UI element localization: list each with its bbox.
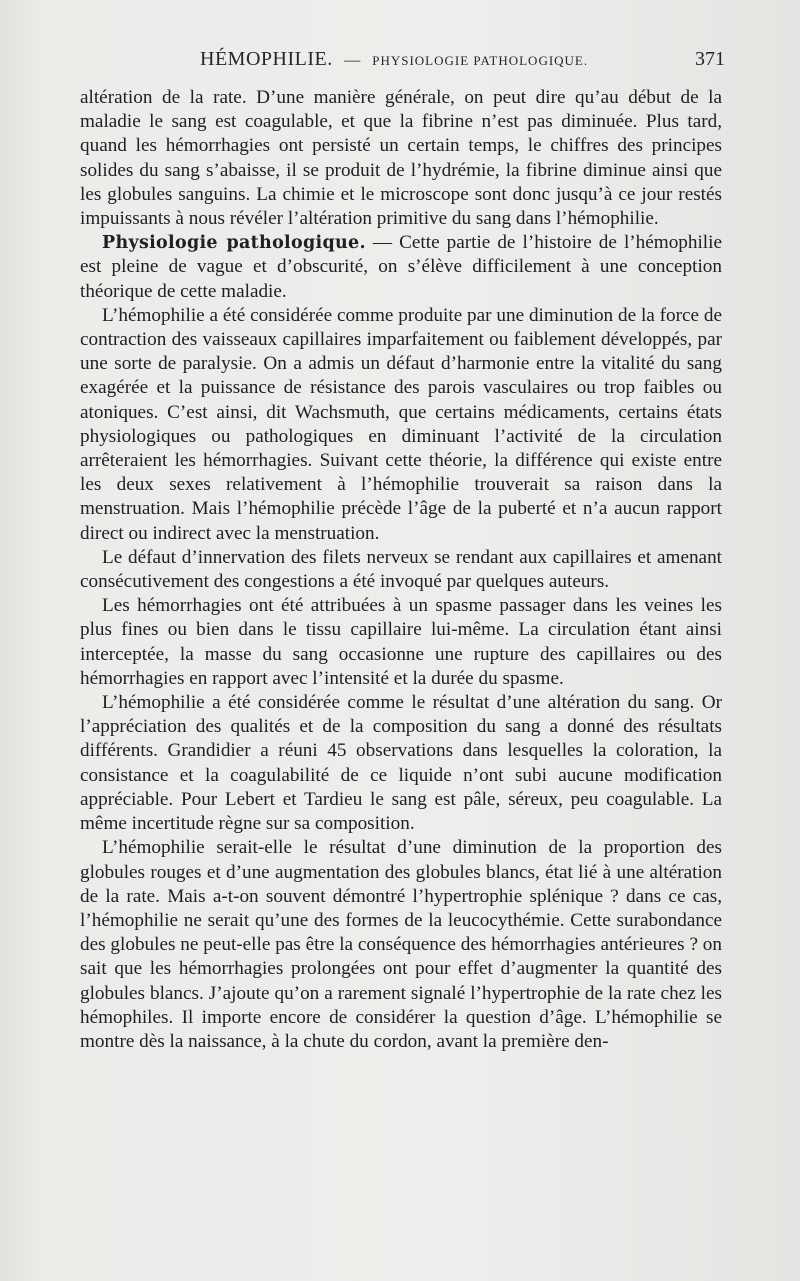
header-separator: — — [344, 52, 361, 69]
paragraph-2-text: — Cette partie de l’histoire de l’hémophilie est pleine de vague et d’obscurité, on s’élève difficilement à une conception théorique de cette maladie. — [80, 232, 722, 302]
page-number: 371 — [695, 48, 725, 70]
paragraph-2 — [80, 231, 722, 304]
header-title: HÉMOPHILIE. — [200, 48, 333, 70]
section-heading: Physiologie pathologique. — [102, 233, 366, 254]
paragraph-6: L’hémophilie a été considérée comme le résultat d’une altération du sang. Or l’appréciation des qualités et de la composition du sang a donné des résultats différents. Grandidier a réuni 45 observations dans lesquelles la coloration, la consistance et la coagulabilité de ce liquide n’ont subi aucune modification appréciable. Pour Lebert et Tardieu le sang est pâle, séreux, peu coagulable. La même incertitude règne sur sa composition. — [80, 692, 722, 835]
paragraph-3: L’hémophilie a été considérée comme produite par une diminution de la force de contraction des vaisseaux capillaires imparfaitement ou faiblement développés, par une sorte de paralysie. On a admis un défaut d’harmonie entre la vitalité du sang exagérée et la puissance de résistance des parois vasculaires ou trop faibles ou atoniques. C’est ainsi, dit Wachsmuth, que certains médicaments, certains états physiologiques ou pathologiques en diminuant l’activité de la circulation arrêteraient les hémorrhagies. Suivant cette théorie, la différence qui existe entre les deux sexes relativement à l’hémophilie trouverait sa raison dans la menstruation. Mais l’hémophilie précède l’âge de la puberté et n’a aucun rapport direct ou indirect avec la menstruation. — [80, 304, 722, 544]
header-title-group — [200, 48, 588, 71]
page-body — [80, 86, 722, 1054]
header-subtitle: PHYSIOLOGIE PATHOLOGIQUE. — [372, 53, 589, 68]
paragraph-5: Les hémorrhagies ont été attribuées à un spasme passager dans les veines les plus fines ou bien dans le tissu capillaire lui-même. La circulation étant ainsi interceptée, la masse du sang occasionne une rupture des capillaires ou des hémorrhagies en rapport avec l’intensité et la durée du spasme. — [80, 595, 722, 689]
paragraph-7: L’hémophilie serait-elle le résultat d’une diminution de la proportion des globules rouges et d’une augmentation des globules blancs, état lié à une altération de la rate. Mais a-t-on souvent démontré l’hypertrophie splénique ? dans ce cas, l’hémophilie ne serait qu’une des formes de la leucocythémie. Cette surabondance des globules ne peut-elle pas être la conséquence des hémorrhagies antérieures ? on sait que les hémorrhagies prolongées ont pour effet d’augmenter la quantité des globules blancs. J’ajoute qu’on a rarement signalé l’hypertrophie de la rate chez les hémophiles. Il importe encore de considérer la question d’âge. L’hémophilie se montre dès la naissance, à la chute du cordon, avant la première den- — [80, 837, 722, 1052]
running-header — [80, 48, 725, 78]
paragraph-4: Le défaut d’innervation des filets nerveux se rendant aux capillaires et amenant consécutivement des congestions a été invoqué par quelques auteurs. — [80, 546, 722, 593]
paragraph-1: altération de la rate. D’une manière générale, on peut dire qu’au début de la maladie le sang est coagulable, et que la fibrine n’est pas diminuée. Plus tard, quand les hémorrhagies ont persisté un certain temps, le chiffres des principes solides du sang s’abaisse, il se produit de l’hydrémie, la fibrine diminue ainsi que les globules sanguins. La chimie et le microscope sont donc jusqu’à ce jour restés impuissants à nous révéler l’altération primitive du sang dans l’hémophilie. — [80, 87, 722, 230]
